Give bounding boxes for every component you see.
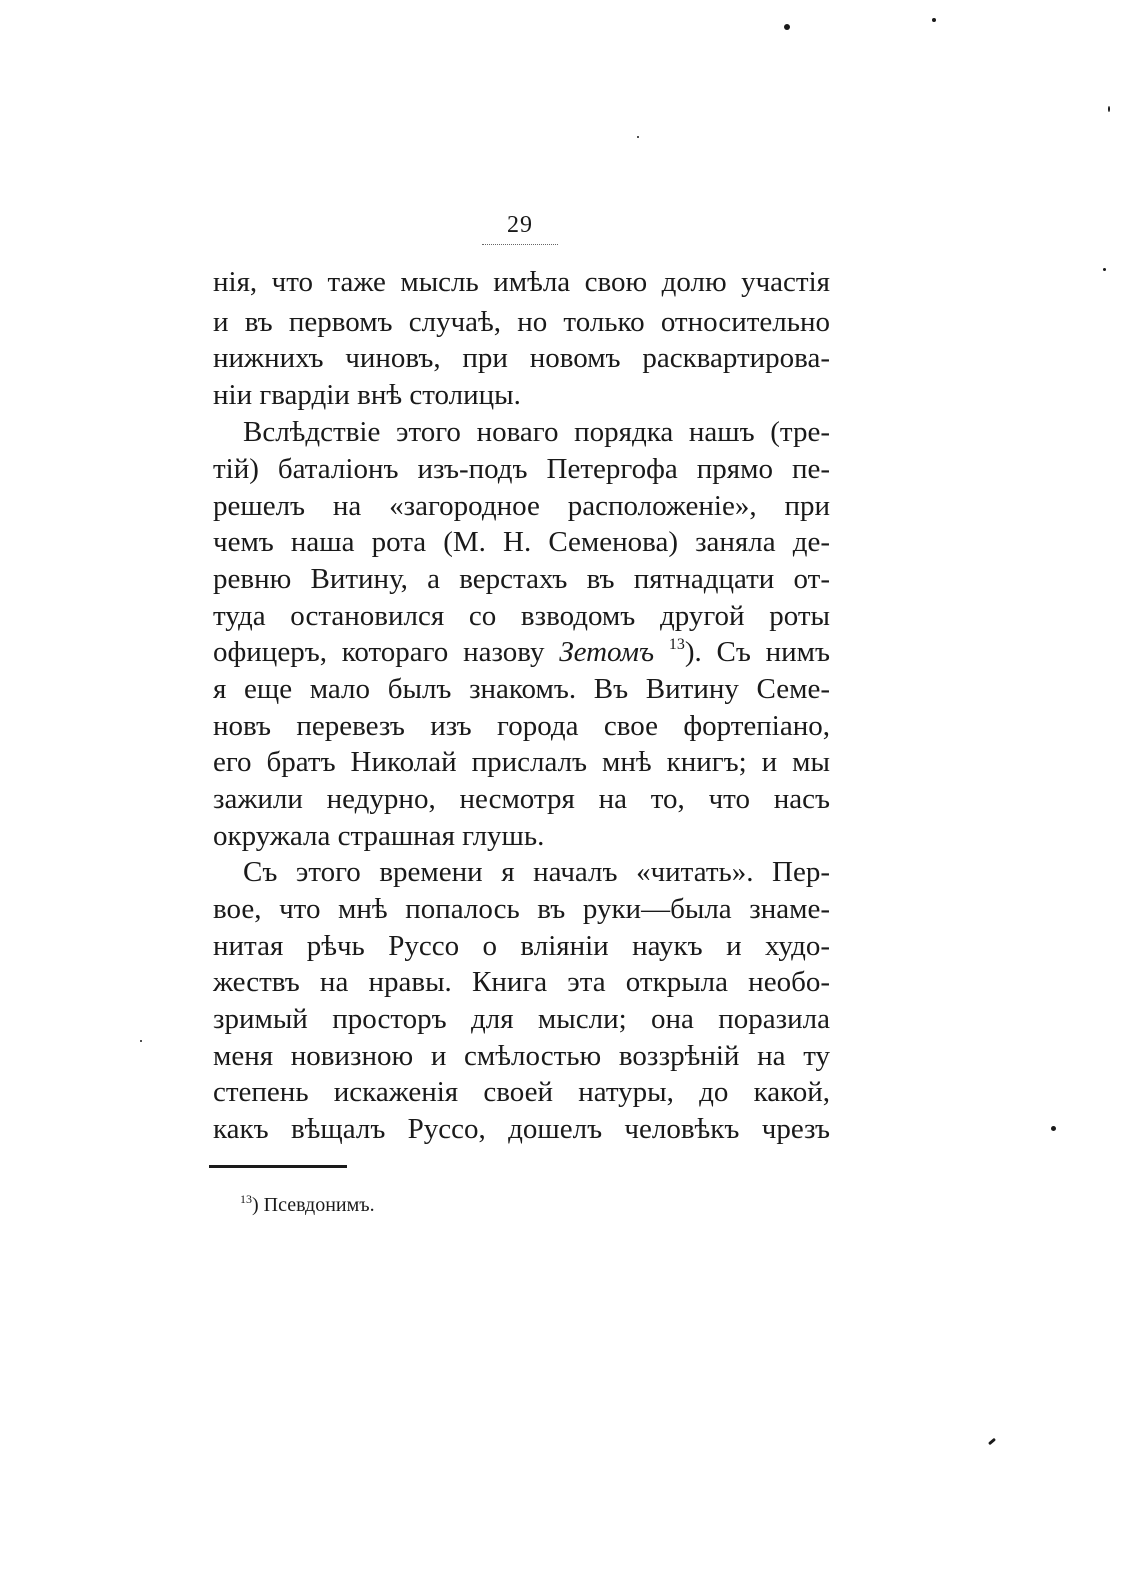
scan-speck [932,18,936,22]
text-line: новъ перевезъ изъ города свое фортепіано, [213,710,830,742]
text-line: степень искаженія своей натуры, до какой, [213,1076,830,1108]
pseudonym: Зетомъ [559,636,655,668]
scan-speck [784,24,790,30]
text-line: зримый просторъ для мысли; она поразила [213,1003,830,1035]
footnote-reference: 13 [668,636,685,653]
footnote-rule [209,1165,347,1168]
text-line: зажили недурно, несмотря на то, что насъ [213,783,830,815]
scan-speck [1103,268,1106,271]
text-segment: ). Съ нимъ [684,636,831,668]
footnote-text: ) Псевдонимъ. [252,1194,375,1216]
scan-speck [140,1040,142,1042]
text-line: меня новизною и смѣлостью воззрѣній на ту [213,1040,830,1072]
text-line: нитая рѣчь Руссо о вліяніи наукъ и худо- [213,930,830,962]
text-line: и въ первомъ случаѣ, но только относительно [213,306,830,338]
scan-speck [988,1438,996,1445]
text-line: тій) баталіонъ изъ-подъ Петергофа прямо пе- [213,453,830,485]
text-segment: офицеръ, котораго назову [213,636,545,668]
text-line: окружала страшная глушь. [213,820,545,852]
text-line: вое, что мнѣ попалось въ руки—была знаме- [213,893,830,925]
text-line-with-reference [213,632,830,672]
text-line: ніи гвардіи внѣ столицы. [213,379,521,411]
footnote [240,1192,375,1218]
footnote-marker: 13 [240,1192,252,1206]
text-line: чемъ наша рота (М. Н. Семенова) заняла де- [213,526,830,558]
scan-speck [637,136,639,138]
text-line: нижнихъ чиновъ, при новомъ расквартирова- [213,342,830,374]
page-number: 29 [507,212,533,238]
text-line: ревню Витину, а верстахъ въ пятнадцати от- [213,563,830,595]
text-line: нія, что таже мысль имѣла свою долю участія [213,266,830,298]
text-line: решелъ на «загородное расположеніе», при [213,490,830,522]
scan-speck [1108,106,1110,112]
text-line: жествъ на нравы. Книга эта открыла необо- [213,966,830,998]
text-line: какъ вѣщалъ Руссо, дошелъ человѣкъ чрезъ [213,1113,830,1145]
text-line: Вслѣдствіе этого новаго порядка нашъ (тре- [243,416,830,448]
scan-speck [1051,1126,1056,1131]
text-line: туда остановился со взводомъ другой роты [213,600,830,632]
text-line: Съ этого времени я началъ «читать». Пер- [243,856,830,888]
page-number-rule [482,244,558,245]
text-line: я еще мало былъ знакомъ. Въ Витину Семе- [213,673,830,705]
text-line: его братъ Николай прислалъ мнѣ книгъ; и мы [213,746,830,778]
